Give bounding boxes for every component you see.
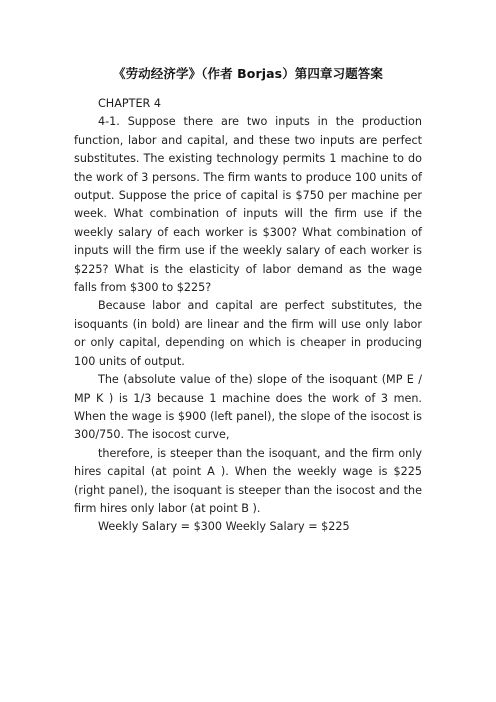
document-title: 《劳动经济学》（作者 Borjas）第四章习题答案 (112, 66, 384, 81)
figure-caption: Weekly Salary = $300 Weekly Salary = $225 (98, 520, 350, 534)
chapter-heading: CHAPTER 4 (98, 97, 161, 110)
answer-paragraph-2: The (absolute value of the) slope of the isoquant (MP E / MP K ) is 1/3 because 1 machine does the work of 3 men. When the wage is $900 (left panel), the slope of the isocost is 300/750. The isocost curve, (74, 373, 422, 442)
document-body (74, 95, 422, 537)
answer-paragraph-3: therefore, is steeper than the isoquant, and the firm only hires capital (at point A ). When the weekly wage is $225 (right panel), the isoquant is steeper than the isocost and the firm hires only labor (at point B ). (74, 446, 422, 515)
answer-paragraph-1: Because labor and capital are perfect substitutes, the isoquants (in bold) are linear and the firm will use only labor or only capital, depending on which is cheaper in producing 100 units of output. (74, 299, 422, 368)
question-4-1: 4-1. Suppose there are two inputs in the production function, labor and capital, and these two inputs are perfect substitutes. The existing technology permits 1 machine to do the work of 3 persons. The firm wants to produce 100 units of output. Suppose the price of capital is $750 per machine per week. What combination of inputs will the firm use if the weekly salary of each worker is $300? What combination of inputs will the firm use if the weekly salary of each worker is $225? What is the elasticity of labor demand as the wage falls from $300 to $225? (74, 115, 422, 295)
